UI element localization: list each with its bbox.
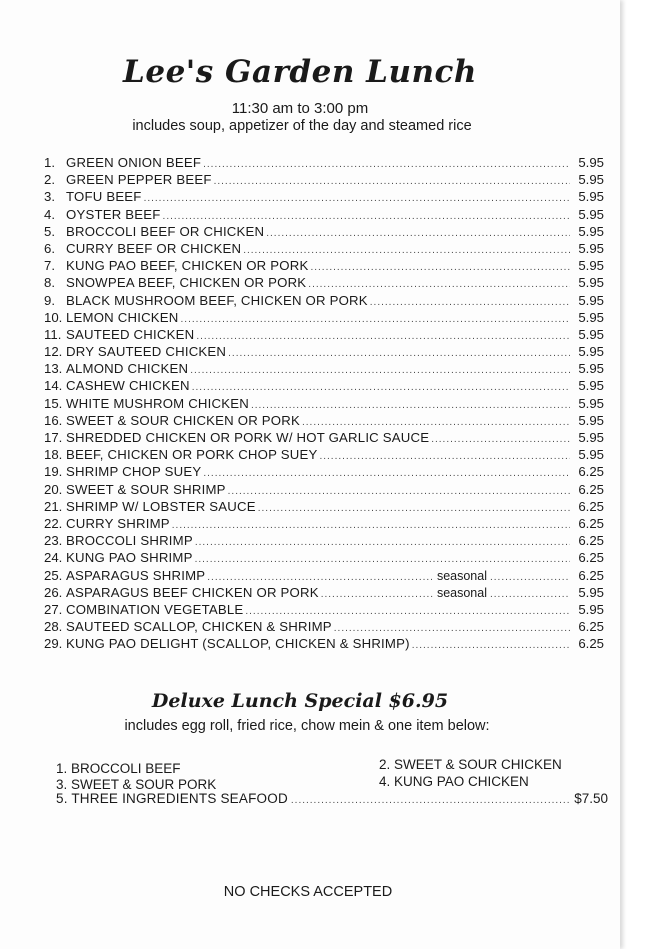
menu-item-number: 6. <box>44 240 55 256</box>
dot-leader <box>163 211 570 222</box>
dot-leader <box>319 451 570 462</box>
dot-leader <box>228 486 570 497</box>
menu-item-number: 1. <box>44 155 55 170</box>
menu-item-name: SWEET & SOUR CHICKEN OR PORK <box>66 412 300 428</box>
dot-leader <box>228 348 570 359</box>
dot-leader <box>321 589 434 600</box>
menu-item-name: SHRIMP CHOP SUEY <box>66 464 202 480</box>
menu-item-name: ALMOND CHICKEN <box>66 361 189 377</box>
menu-item-number: 13. <box>44 361 63 377</box>
menu-item-number: 9. <box>44 292 55 308</box>
dot-leader <box>266 228 570 239</box>
menu-item-price: 6.25 <box>578 550 604 566</box>
dot-leader <box>258 503 570 514</box>
dot-leader <box>291 795 571 806</box>
menu-item-name: DRY SAUTEED CHICKEN <box>66 344 227 360</box>
dot-leader <box>214 176 570 187</box>
menu-item-name: WHITE MUSHROM CHICKEN <box>66 395 249 411</box>
menu-item <box>44 568 604 585</box>
menu-item-note: seasonal <box>436 585 487 600</box>
menu-item <box>44 619 604 636</box>
dot-leader <box>203 159 570 170</box>
menu-item-price: 6.25 <box>578 515 604 531</box>
dot-leader <box>203 468 570 479</box>
menu-item <box>44 464 604 481</box>
menu-item-name: SNOWPEA BEEF, CHICKEN OR PORK <box>66 275 307 291</box>
dot-leader <box>207 572 434 583</box>
menu-item-price: 5.95 <box>578 206 604 222</box>
dot-leader <box>412 640 570 651</box>
menu-item-name: CURRY SHRIMP <box>66 515 170 531</box>
deluxe-seafood-label: 5. THREE INGREDIENTS SEAFOOD <box>56 791 288 806</box>
deluxe-title: Deluxe Lunch Special $6.95 <box>151 690 449 712</box>
menu-item-price: 5.95 <box>578 601 604 617</box>
menu-item-name: COMBINATION VEGETABLE <box>66 601 244 617</box>
menu-item <box>44 155 604 172</box>
menu-item <box>44 499 604 516</box>
dot-leader <box>308 279 570 290</box>
menu-item-name: SAUTEED SCALLOP, CHICKEN & SHRIMP <box>66 619 332 635</box>
menu-item-price: 5.95 <box>578 326 604 342</box>
menu-item-price: 5.95 <box>578 361 604 377</box>
menu-item-name: SWEET & SOUR SHRIMP <box>66 481 226 497</box>
menu-item-name: BEEF, CHICKEN OR PORK CHOP SUEY <box>66 447 318 463</box>
menu-item-number: 27. <box>44 601 63 617</box>
menu-item <box>44 327 604 344</box>
menu-item-number: 23. <box>44 533 63 549</box>
menu-item-number: 11. <box>44 326 62 342</box>
menu-item-number: 29. <box>44 636 63 652</box>
menu-item-number: 21. <box>44 498 63 514</box>
deluxe-seafood-price: $7.50 <box>574 791 608 806</box>
menu-item-name: BROCCOLI SHRIMP <box>66 533 193 549</box>
menu-item <box>44 585 604 602</box>
menu-item-number: 14. <box>44 378 63 394</box>
menu-item-number: 18. <box>44 447 63 463</box>
menu-item <box>44 447 604 464</box>
menu-item-price: 5.95 <box>578 395 604 411</box>
menu-item <box>44 550 604 567</box>
menu-item-number: 3. <box>44 189 55 205</box>
menu-item-name: GREEN ONION BEEF <box>66 155 202 170</box>
menu-item <box>44 361 604 378</box>
dot-leader <box>195 554 570 565</box>
menu-item <box>44 482 604 499</box>
menu-item-note: seasonal <box>436 568 487 583</box>
menu-item-number: 5. <box>44 223 55 239</box>
menu-item-number: 17. <box>44 430 63 445</box>
menu-item-price: 6.25 <box>578 567 604 583</box>
deluxe-includes: includes egg roll, fried rice, chow mein & one item below: <box>124 718 490 734</box>
menu-item <box>44 207 604 224</box>
dot-leader <box>190 365 570 376</box>
menu-item-price: 5.95 <box>578 172 604 188</box>
menu-item-number: 7. <box>44 258 55 274</box>
menu-item <box>44 413 604 430</box>
menu-item-price: 6.25 <box>578 636 604 652</box>
dot-leader <box>192 382 570 393</box>
menu-item-number: 25. <box>44 567 63 583</box>
menu-item-name: LEMON CHICKEN <box>66 309 179 325</box>
menu-item-number: 15. <box>44 395 63 411</box>
menu-item <box>44 602 604 619</box>
menu-item-name: ASPARAGUS SHRIMP <box>66 567 206 583</box>
menu-item-price: 5.95 <box>578 584 604 600</box>
menu-item-number: 2. <box>44 172 55 188</box>
menu-item-number: 12. <box>44 344 63 360</box>
deluxe-item: 3. SWEET & SOUR PORK <box>56 777 217 792</box>
dot-leader <box>431 434 570 445</box>
menu-item <box>44 241 604 258</box>
menu-item-price: 6.25 <box>578 464 604 480</box>
menu-item-price: 5.95 <box>578 275 604 291</box>
menu-item-name: KUNG PAO BEEF, CHICKEN OR PORK <box>66 258 309 274</box>
dot-leader <box>302 417 570 428</box>
dot-leader <box>181 314 570 325</box>
dot-leader <box>334 623 570 634</box>
menu-item <box>44 396 604 413</box>
menu-item-price: 5.95 <box>578 155 604 170</box>
menu-item-name: BLACK MUSHROOM BEEF, CHICKEN OR PORK <box>66 292 368 308</box>
menu-item <box>44 224 604 241</box>
menu-item <box>44 258 604 275</box>
menu-item-number: 16. <box>44 412 63 428</box>
menu-item <box>44 533 604 550</box>
menu-item-price: 6.25 <box>578 481 604 497</box>
dot-leader <box>243 245 570 256</box>
dot-leader <box>490 589 570 600</box>
dot-leader <box>195 537 570 548</box>
menu-item <box>44 275 604 292</box>
menu-item-name: SAUTEED CHICKEN <box>66 326 195 342</box>
dot-leader <box>490 572 570 583</box>
menu-item <box>44 430 604 447</box>
menu-item-name: GREEN PEPPER BEEF <box>66 172 212 188</box>
menu-item <box>44 344 604 361</box>
menu-item-name: KUNG PAO SHRIMP <box>66 550 193 566</box>
menu-item-name: ASPARAGUS BEEF CHICKEN OR PORK <box>66 584 319 600</box>
dot-leader <box>310 262 570 273</box>
menu-item-name: CASHEW CHICKEN <box>66 378 190 394</box>
menu-item-name: BROCCOLI BEEF OR CHICKEN <box>66 223 265 239</box>
dot-leader <box>172 520 570 531</box>
dot-leader <box>245 606 570 617</box>
menu-item-price: 5.95 <box>578 240 604 256</box>
menu-item <box>44 636 604 653</box>
menu-item-name: SHRIMP W/ LOBSTER SAUCE <box>66 498 256 514</box>
deluxe-item: 2. SWEET & SOUR CHICKEN <box>379 757 562 772</box>
menu-item-number: 28. <box>44 619 63 635</box>
menu-item-number: 4. <box>44 206 55 222</box>
menu-item-name: SHREDDED CHICKEN OR PORK W/ HOT GARLIC SAUCE <box>66 430 430 445</box>
menu-item-number: 19. <box>44 464 63 480</box>
deluxe-item: 1. BROCCOLI BEEF <box>56 761 181 776</box>
dot-leader <box>370 297 570 308</box>
menu-item-price: 5.95 <box>578 412 604 428</box>
menu-item <box>44 516 604 533</box>
menu-item-price: 5.95 <box>578 292 604 308</box>
dot-leader <box>196 331 570 342</box>
menu-item <box>44 189 604 206</box>
footer-notice: NO CHECKS ACCEPTED <box>223 884 393 900</box>
menu-item-number: 8. <box>44 275 55 291</box>
lunch-hours: 11:30 am to 3:00 pm <box>231 100 369 117</box>
menu-item <box>44 172 604 189</box>
page-title: Lee's Garden Lunch <box>123 54 477 90</box>
menu-item-number: 20. <box>44 481 63 497</box>
deluxe-item: 4. KUNG PAO CHICKEN <box>379 774 529 789</box>
menu-item-price: 5.95 <box>578 378 604 394</box>
deluxe-seafood-line <box>56 791 608 806</box>
menu-item-price: 5.95 <box>578 447 604 463</box>
menu-item-number: 22. <box>44 515 63 531</box>
menu-item <box>44 378 604 395</box>
lunch-menu-list <box>44 155 604 653</box>
menu-item-name: TOFU BEEF <box>66 189 142 205</box>
menu-item-number: 24. <box>44 550 63 566</box>
menu-item-price: 5.95 <box>578 430 604 445</box>
menu-item-price: 5.95 <box>578 223 604 239</box>
menu-item-price: 6.25 <box>578 498 604 514</box>
menu-item-number: 10. <box>44 309 63 325</box>
lunch-includes: includes soup, appetizer of the day and steamed rice <box>132 118 472 134</box>
dot-leader <box>251 400 570 411</box>
menu-item-number: 26. <box>44 584 63 600</box>
menu-item-name: CURRY BEEF OR CHICKEN <box>66 240 242 256</box>
menu-item-price: 5.95 <box>578 189 604 205</box>
menu-item-price: 5.95 <box>578 344 604 360</box>
menu-item-name: KUNG PAO DELIGHT (SCALLOP, CHICKEN & SHRIMP) <box>66 636 410 652</box>
menu-item-price: 5.95 <box>578 258 604 274</box>
menu-item-price: 5.95 <box>578 309 604 325</box>
menu-item-price: 6.25 <box>578 533 604 549</box>
dot-leader <box>144 193 570 204</box>
menu-item-name: OYSTER BEEF <box>66 206 161 222</box>
menu-item <box>44 310 604 327</box>
menu-item <box>44 293 604 310</box>
menu-item-price: 6.25 <box>578 619 604 635</box>
